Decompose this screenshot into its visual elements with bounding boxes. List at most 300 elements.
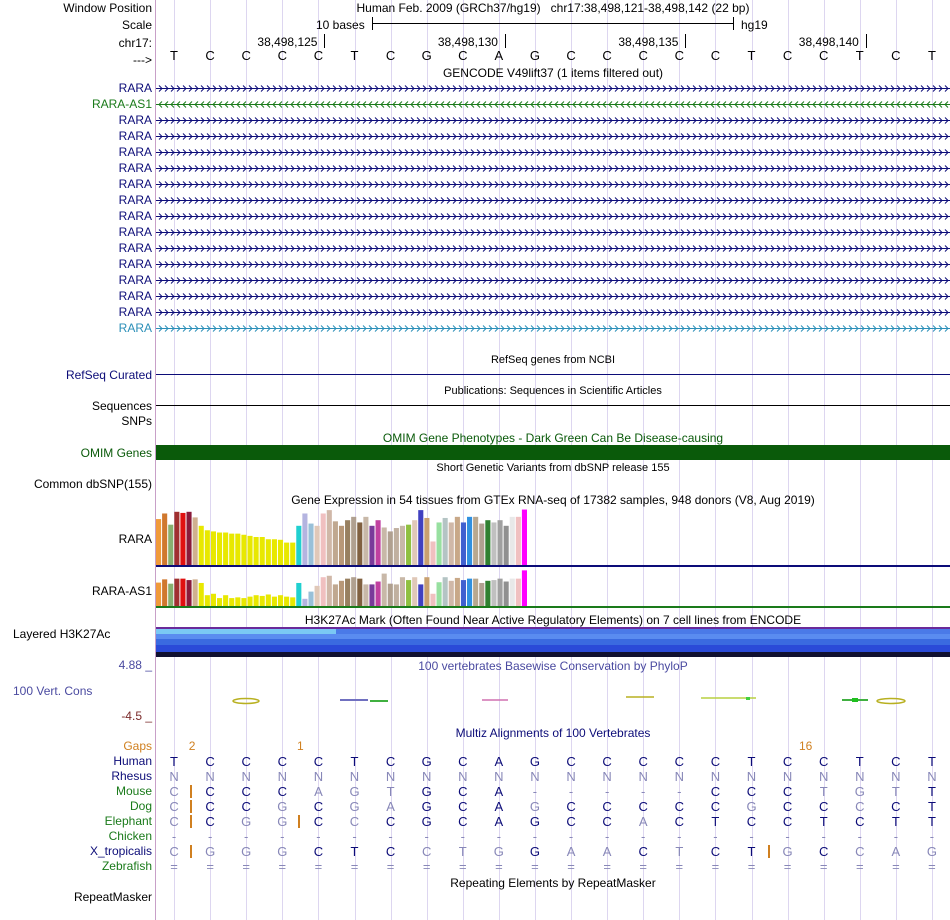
gencode-transcript[interactable]	[156, 245, 950, 252]
gtex-bar[interactable]	[479, 583, 484, 606]
h3k27ac-label[interactable]: Layered H3K27Ac	[13, 627, 111, 641]
strand-label[interactable]: --->	[133, 53, 152, 67]
gtex-bar[interactable]	[260, 596, 265, 606]
gtex-bar[interactable]	[290, 543, 295, 565]
sequence-base: C	[674, 48, 684, 63]
gtex-bar[interactable]	[461, 522, 466, 565]
gtex-bar[interactable]	[369, 584, 374, 606]
gtex-bar[interactable]	[376, 582, 381, 606]
gtex-bar[interactable]	[449, 522, 454, 565]
alignment-base: -	[604, 829, 610, 844]
alignment-base: -	[532, 829, 538, 844]
omim-label[interactable]: OMIM Genes	[80, 446, 152, 460]
gtex-bar[interactable]	[376, 520, 381, 565]
gtex-bar[interactable]	[211, 594, 216, 606]
gencode-row-label[interactable]: RARA	[118, 305, 152, 319]
gencode-transcript[interactable]	[156, 181, 950, 188]
gtex-bar[interactable]	[205, 595, 210, 606]
alignment-base: =	[567, 859, 575, 874]
gtex-bar[interactable]	[290, 597, 295, 606]
alignment-base: A	[638, 814, 648, 829]
gap-count: 2	[188, 739, 196, 753]
gtex-bar[interactable]	[296, 526, 301, 565]
sequence-base: C	[313, 48, 324, 63]
alignment-base: =	[747, 859, 756, 874]
alignment-base: =	[783, 859, 792, 874]
gtex-bar[interactable]	[266, 539, 271, 565]
gtex-bar[interactable]	[327, 510, 332, 565]
gtex-bar[interactable]	[491, 522, 496, 565]
gtex-bar[interactable]	[406, 580, 411, 606]
gtex-bar[interactable]	[180, 579, 185, 606]
gtex-bar[interactable]	[241, 535, 246, 565]
gencode-transcript[interactable]	[156, 101, 950, 108]
alignment-base: -	[785, 829, 790, 844]
alignment-base: T	[927, 754, 936, 769]
alignment-base: A	[494, 784, 504, 799]
gtex-bar[interactable]	[308, 592, 313, 606]
ruler-tick-label: 38,498,130	[437, 35, 498, 49]
transcript-arrows	[156, 293, 950, 300]
position-range: chr17:38,498,121-38,498,142 (22 bp)	[550, 1, 750, 15]
gtex-bar[interactable]	[315, 586, 320, 606]
alignment-base: C	[385, 844, 396, 859]
gtex-bar[interactable]	[254, 595, 259, 606]
gtex-bar[interactable]	[351, 577, 356, 606]
alignment-base: N	[313, 769, 324, 784]
gtex-bar[interactable]	[193, 517, 198, 565]
gtex-bar[interactable]	[235, 597, 240, 606]
gap-count: 16	[798, 739, 813, 753]
scale-text: 10 bases	[316, 18, 365, 32]
gtex-bar[interactable]	[217, 598, 222, 606]
gtex-bar[interactable]	[229, 598, 234, 606]
species-label[interactable]: Dog	[129, 799, 152, 813]
sequence-base: C	[277, 48, 287, 63]
gtex-bar[interactable]	[406, 525, 411, 565]
insertion-marker	[768, 845, 770, 858]
omim-gene-bar[interactable]	[156, 445, 950, 460]
alignment-base: T	[819, 814, 828, 829]
alignment-base: -	[713, 829, 718, 844]
sequence-base: C	[818, 48, 829, 63]
gtex-bar[interactable]	[424, 577, 429, 606]
species-label[interactable]: Rhesus	[111, 769, 152, 783]
gencode-transcript[interactable]	[156, 197, 950, 204]
alignment-base: C	[891, 799, 901, 814]
gtex-bar[interactable]	[510, 579, 515, 606]
gencode-transcript[interactable]	[156, 117, 950, 124]
alignment-base: G	[421, 784, 432, 799]
alignment-base: C	[566, 754, 576, 769]
gtex-bar[interactable]	[430, 594, 435, 606]
alignment-base: =	[495, 859, 503, 874]
scale-label: Scale	[121, 18, 152, 32]
gtex-bar[interactable]	[388, 531, 393, 565]
gencode-row-label[interactable]: RARA	[118, 225, 152, 239]
gtex-track-title: Gene Expression in 54 tissues from GTEx RNA-seq of 17382 samples, 948 donors (V8, Aug 2019)	[291, 493, 815, 507]
transcript-arrows	[156, 181, 950, 188]
alignment-base: =	[711, 859, 720, 874]
alignment-base: T	[350, 754, 359, 769]
gtex-bar[interactable]	[254, 537, 259, 565]
gtex-bar[interactable]	[205, 530, 210, 565]
gencode-row-label[interactable]: RARA	[118, 257, 152, 271]
gtex-bar[interactable]	[296, 583, 301, 606]
gtex-bar[interactable]	[284, 597, 289, 606]
gtex-bar[interactable]	[260, 537, 265, 565]
alignment-base: C	[638, 799, 648, 814]
gtex-bar[interactable]	[284, 543, 289, 565]
gtex-bar[interactable]	[174, 579, 179, 606]
alignment-base: C	[674, 799, 684, 814]
alignment-base: G	[349, 784, 360, 799]
gtex-bar[interactable]	[174, 512, 179, 565]
alignment-base: =	[531, 859, 539, 874]
alignment-base: N	[891, 769, 901, 784]
gtex-bar[interactable]	[199, 526, 204, 565]
alignment-base: -	[641, 829, 646, 844]
sequence-base: G	[529, 48, 541, 63]
gtex-bar[interactable]	[437, 522, 442, 565]
refseq-track-line[interactable]	[156, 374, 950, 375]
track-label-column	[0, 0, 155, 920]
alignment-base: T	[350, 844, 359, 859]
gencode-track-title: GENCODE V49lift37 (1 items filtered out)	[442, 66, 664, 80]
gtex-bar[interactable]	[272, 539, 277, 565]
gtex-bar[interactable]	[278, 595, 283, 606]
alignment-base: C	[855, 799, 865, 814]
alignment-base: C	[710, 799, 721, 814]
alignment-base: A	[494, 754, 504, 769]
h3k27ac-signal[interactable]	[156, 629, 950, 657]
gtex-bar[interactable]	[504, 526, 509, 565]
gtex-bar[interactable]	[333, 584, 338, 606]
alignment-base: =	[928, 859, 936, 874]
alignment-base: G	[854, 784, 865, 799]
gtex-bar[interactable]	[357, 522, 362, 565]
ruler-tick	[866, 34, 867, 48]
gtex-bar[interactable]	[485, 581, 490, 606]
gtex-bar[interactable]	[162, 513, 167, 565]
alignment-base: -	[749, 829, 754, 844]
scale-bar	[372, 23, 733, 24]
gtex-bar[interactable]	[223, 533, 228, 565]
transcript-arrows	[156, 309, 950, 316]
transcript-arrows	[156, 85, 950, 92]
gtex-bar[interactable]	[302, 599, 307, 606]
gencode-transcript[interactable]	[156, 213, 950, 220]
alignment-base: C	[313, 814, 324, 829]
gap-count: 1	[297, 739, 304, 753]
gtex-bar[interactable]	[308, 524, 313, 565]
gtex-bar[interactable]	[235, 534, 240, 565]
alignment-base: C	[782, 814, 793, 829]
alignment-base: =	[603, 859, 611, 874]
alignment-base: =	[314, 859, 323, 874]
gtex-bar[interactable]	[199, 583, 204, 606]
alignment-base: A	[386, 799, 395, 814]
gtex-bar[interactable]	[491, 580, 496, 606]
omim-track-title: OMIM Gene Phenotypes - Dark Green Can Be Disease-causing	[382, 431, 724, 445]
alignment-base: C	[674, 754, 684, 769]
gtex-bar-chart[interactable]	[156, 505, 950, 610]
gtex-bar[interactable]	[180, 513, 185, 565]
species-label[interactable]: Zebrafish	[101, 859, 152, 873]
alignment-base: G	[277, 844, 288, 859]
gencode-transcript[interactable]	[156, 165, 950, 172]
gtex-bar[interactable]	[266, 594, 271, 606]
alignment-base: =	[386, 859, 395, 874]
gtex-bar[interactable]	[186, 512, 191, 565]
h3k27ac-layer-5	[156, 652, 950, 657]
gencode-row-label[interactable]: RARA	[118, 177, 152, 191]
gtex-bar[interactable]	[345, 520, 350, 565]
gencode-row-label[interactable]: RARA-AS1	[91, 97, 152, 111]
alignment-base: -	[532, 784, 538, 799]
species-label[interactable]: Human	[113, 754, 152, 768]
alignment-base: -	[352, 829, 357, 844]
gtex-bar[interactable]	[467, 517, 472, 565]
species-label[interactable]: Elephant	[104, 814, 152, 828]
species-label[interactable]: X_tropicalis	[89, 844, 152, 858]
gtex-bar[interactable]	[327, 576, 332, 606]
alignment-base: N	[421, 769, 432, 784]
gtex-bar[interactable]	[333, 521, 338, 565]
gtex-bar[interactable]	[315, 526, 320, 565]
gtex-bar[interactable]	[339, 581, 344, 606]
gencode-row-label[interactable]: RARA	[118, 161, 152, 175]
gencode-row-label[interactable]: RARA	[118, 193, 152, 207]
dbsnp-label[interactable]: Common dbSNP(155)	[33, 477, 152, 491]
gtex-bar[interactable]	[168, 584, 173, 606]
gtex-bar[interactable]	[168, 525, 173, 565]
gencode-transcript[interactable]	[156, 85, 950, 92]
gtex-bar[interactable]	[382, 527, 387, 565]
gtex-bar[interactable]	[382, 574, 387, 606]
gtex-bar[interactable]	[394, 528, 399, 565]
gtex-bar[interactable]	[369, 526, 374, 565]
alignment-base: -	[496, 829, 502, 844]
gtex-bar[interactable]	[479, 524, 484, 565]
alignment-base: T	[711, 814, 720, 829]
gtex-bar[interactable]	[321, 577, 326, 606]
gtex-bar[interactable]	[229, 534, 234, 565]
gtex-bar[interactable]	[424, 518, 429, 565]
gencode-row-label[interactable]: RARA	[118, 81, 152, 95]
gtex-bar[interactable]	[430, 541, 435, 565]
alignment-base: G	[277, 814, 288, 829]
alignment-base: C	[638, 844, 648, 859]
sequences-label[interactable]: Sequences	[91, 399, 152, 413]
alignment-base: C	[602, 799, 612, 814]
alignment-base: N	[710, 769, 721, 784]
gtex-bar[interactable]	[156, 519, 161, 565]
gencode-transcript[interactable]	[156, 309, 950, 316]
gencode-row-label[interactable]: RARA	[118, 321, 152, 335]
cons-min-label: -4.5 _	[121, 709, 152, 723]
gtex-bar[interactable]	[516, 579, 521, 606]
species-label[interactable]: Chicken	[108, 829, 152, 843]
window-position	[156, 1, 950, 15]
gtex-bar[interactable]	[443, 577, 448, 606]
gtex-bar[interactable]	[278, 540, 283, 565]
gtex-label-rara-as1[interactable]: RARA-AS1	[91, 584, 152, 598]
gtex-bar[interactable]	[418, 584, 423, 606]
gtex-bar[interactable]	[394, 584, 399, 606]
gtex-bar[interactable]	[162, 579, 167, 606]
gtex-bar[interactable]	[455, 578, 460, 606]
gtex-label-rara[interactable]: RARA	[118, 532, 152, 546]
alignment-base: C	[782, 799, 793, 814]
alignment-base: C	[710, 754, 721, 769]
alignment-base: N	[855, 769, 865, 784]
gtex-bar[interactable]	[522, 570, 527, 606]
gencode-row-label[interactable]: RARA	[118, 145, 152, 159]
gencode-transcript[interactable]	[156, 277, 950, 284]
gtex-bar[interactable]	[357, 579, 362, 606]
gtex-bar[interactable]	[345, 579, 350, 606]
gencode-transcript[interactable]	[156, 149, 950, 156]
insertion-marker	[298, 815, 300, 828]
alignment-base: N	[349, 769, 360, 784]
gtex-bar[interactable]	[211, 531, 216, 565]
alignment-base: C	[277, 754, 287, 769]
gencode-transcript[interactable]	[156, 261, 950, 268]
alignment-base: C	[205, 754, 215, 769]
alignment-base: N	[602, 769, 612, 784]
alignment-base: N	[277, 769, 287, 784]
conservation-signal[interactable]	[156, 690, 950, 710]
alignment-base: N	[458, 769, 468, 784]
gtex-bar[interactable]	[510, 517, 515, 565]
gtex-bar[interactable]	[247, 597, 252, 606]
gtex-bar[interactable]	[473, 579, 478, 606]
alignment-base: C	[169, 814, 179, 829]
gtex-bar[interactable]	[412, 577, 417, 606]
alignment-base: C	[710, 844, 721, 859]
gencode-row-label[interactable]: RARA	[118, 113, 152, 127]
gencode-transcript[interactable]	[156, 229, 950, 236]
gtex-bar[interactable]	[272, 597, 277, 606]
ruler-tick-label: 38,498,140	[798, 35, 859, 49]
gencode-transcript[interactable]	[156, 325, 950, 332]
gtex-bar[interactable]	[223, 595, 228, 606]
alignment-base: C	[458, 814, 468, 829]
alignment-base: -	[604, 784, 610, 799]
alignment-base: G	[529, 814, 541, 829]
refseq-track-title: RefSeq genes from NCBI	[490, 354, 616, 366]
alignment-base: =	[892, 859, 900, 874]
alignment-base: N	[818, 769, 829, 784]
alignment-base: C	[205, 799, 215, 814]
gtex-bar[interactable]	[455, 517, 460, 565]
alignment-base: -	[677, 784, 682, 799]
sequence-base: C	[638, 48, 648, 63]
alignment-base: -	[171, 829, 177, 844]
gtex-bar[interactable]	[321, 513, 326, 565]
gtex-bar[interactable]	[418, 510, 423, 565]
gtex-bar[interactable]	[485, 520, 490, 565]
gencode-row-label[interactable]: RARA	[118, 273, 152, 287]
transcript-arrows	[156, 117, 950, 124]
gtex-bar[interactable]	[516, 517, 521, 565]
gtex-bar[interactable]	[302, 513, 307, 565]
gtex-bar[interactable]	[388, 584, 393, 606]
alignment-base: T	[891, 814, 900, 829]
gtex-bar[interactable]	[461, 580, 466, 606]
sequence-base: T	[927, 48, 936, 63]
alignment-base: C	[818, 799, 829, 814]
gtex-bar[interactable]	[217, 533, 222, 565]
gencode-row-label[interactable]: RARA	[118, 129, 152, 143]
sequence-base: C	[710, 48, 721, 63]
gtex-bar[interactable]	[193, 579, 198, 606]
alignment-base: =	[422, 859, 431, 874]
gencode-row-label[interactable]: RARA	[118, 289, 152, 303]
cons-label[interactable]: 100 Vert. Cons	[13, 684, 93, 698]
alignment-base: =	[819, 859, 828, 874]
gencode-row-label[interactable]: RARA	[118, 241, 152, 255]
alignment-base: G	[277, 799, 288, 814]
sequence-base: C	[205, 48, 215, 63]
alignment-base: N	[385, 769, 396, 784]
gtex-bar[interactable]	[363, 517, 368, 565]
gtex-bar[interactable]	[363, 584, 368, 606]
repeatmasker-label[interactable]: RepeatMasker	[73, 890, 152, 904]
gencode-row-label[interactable]: RARA	[118, 209, 152, 223]
transcript-arrows	[156, 213, 950, 220]
gtex-bar[interactable]	[241, 598, 246, 606]
gtex-bar[interactable]	[400, 526, 405, 565]
publications-track-line[interactable]	[156, 405, 950, 406]
window-position-label: Window Position	[63, 1, 152, 15]
gencode-transcript[interactable]	[156, 293, 950, 300]
gtex-bar[interactable]	[437, 582, 442, 606]
alignment-base: C	[458, 784, 468, 799]
gtex-bar[interactable]	[351, 517, 356, 565]
gtex-bar[interactable]	[247, 536, 252, 565]
gtex-bar[interactable]	[339, 526, 344, 565]
gencode-transcript[interactable]	[156, 133, 950, 140]
insertion-marker	[190, 785, 192, 798]
alignment-base: -	[388, 829, 393, 844]
gtex-bar[interactable]	[498, 520, 503, 565]
gtex-bar[interactable]	[443, 518, 448, 565]
gtex-bar[interactable]	[522, 510, 527, 565]
gtex-bar[interactable]	[498, 579, 503, 606]
gtex-bar[interactable]	[186, 580, 191, 606]
gtex-bar[interactable]	[467, 579, 472, 606]
gtex-bar[interactable]	[400, 577, 405, 606]
species-label[interactable]: Mouse	[115, 784, 152, 798]
gtex-bar[interactable]	[504, 582, 509, 606]
alignment-base: G	[746, 799, 757, 814]
gtex-bar[interactable]	[449, 581, 454, 606]
alignment-base: G	[205, 844, 216, 859]
alignment-base: A	[314, 784, 323, 799]
alignment-base: N	[782, 769, 793, 784]
alignment-base: -	[857, 829, 862, 844]
gtex-bar[interactable]	[412, 520, 417, 565]
transcript-arrows	[156, 325, 950, 332]
gtex-bar[interactable]	[156, 583, 161, 606]
alignment-base: T	[458, 844, 467, 859]
refseq-label[interactable]: RefSeq Curated	[65, 368, 152, 382]
alignment-base: C	[710, 784, 721, 799]
snps-label[interactable]: SNPs	[121, 414, 152, 428]
gtex-bar[interactable]	[473, 517, 478, 565]
